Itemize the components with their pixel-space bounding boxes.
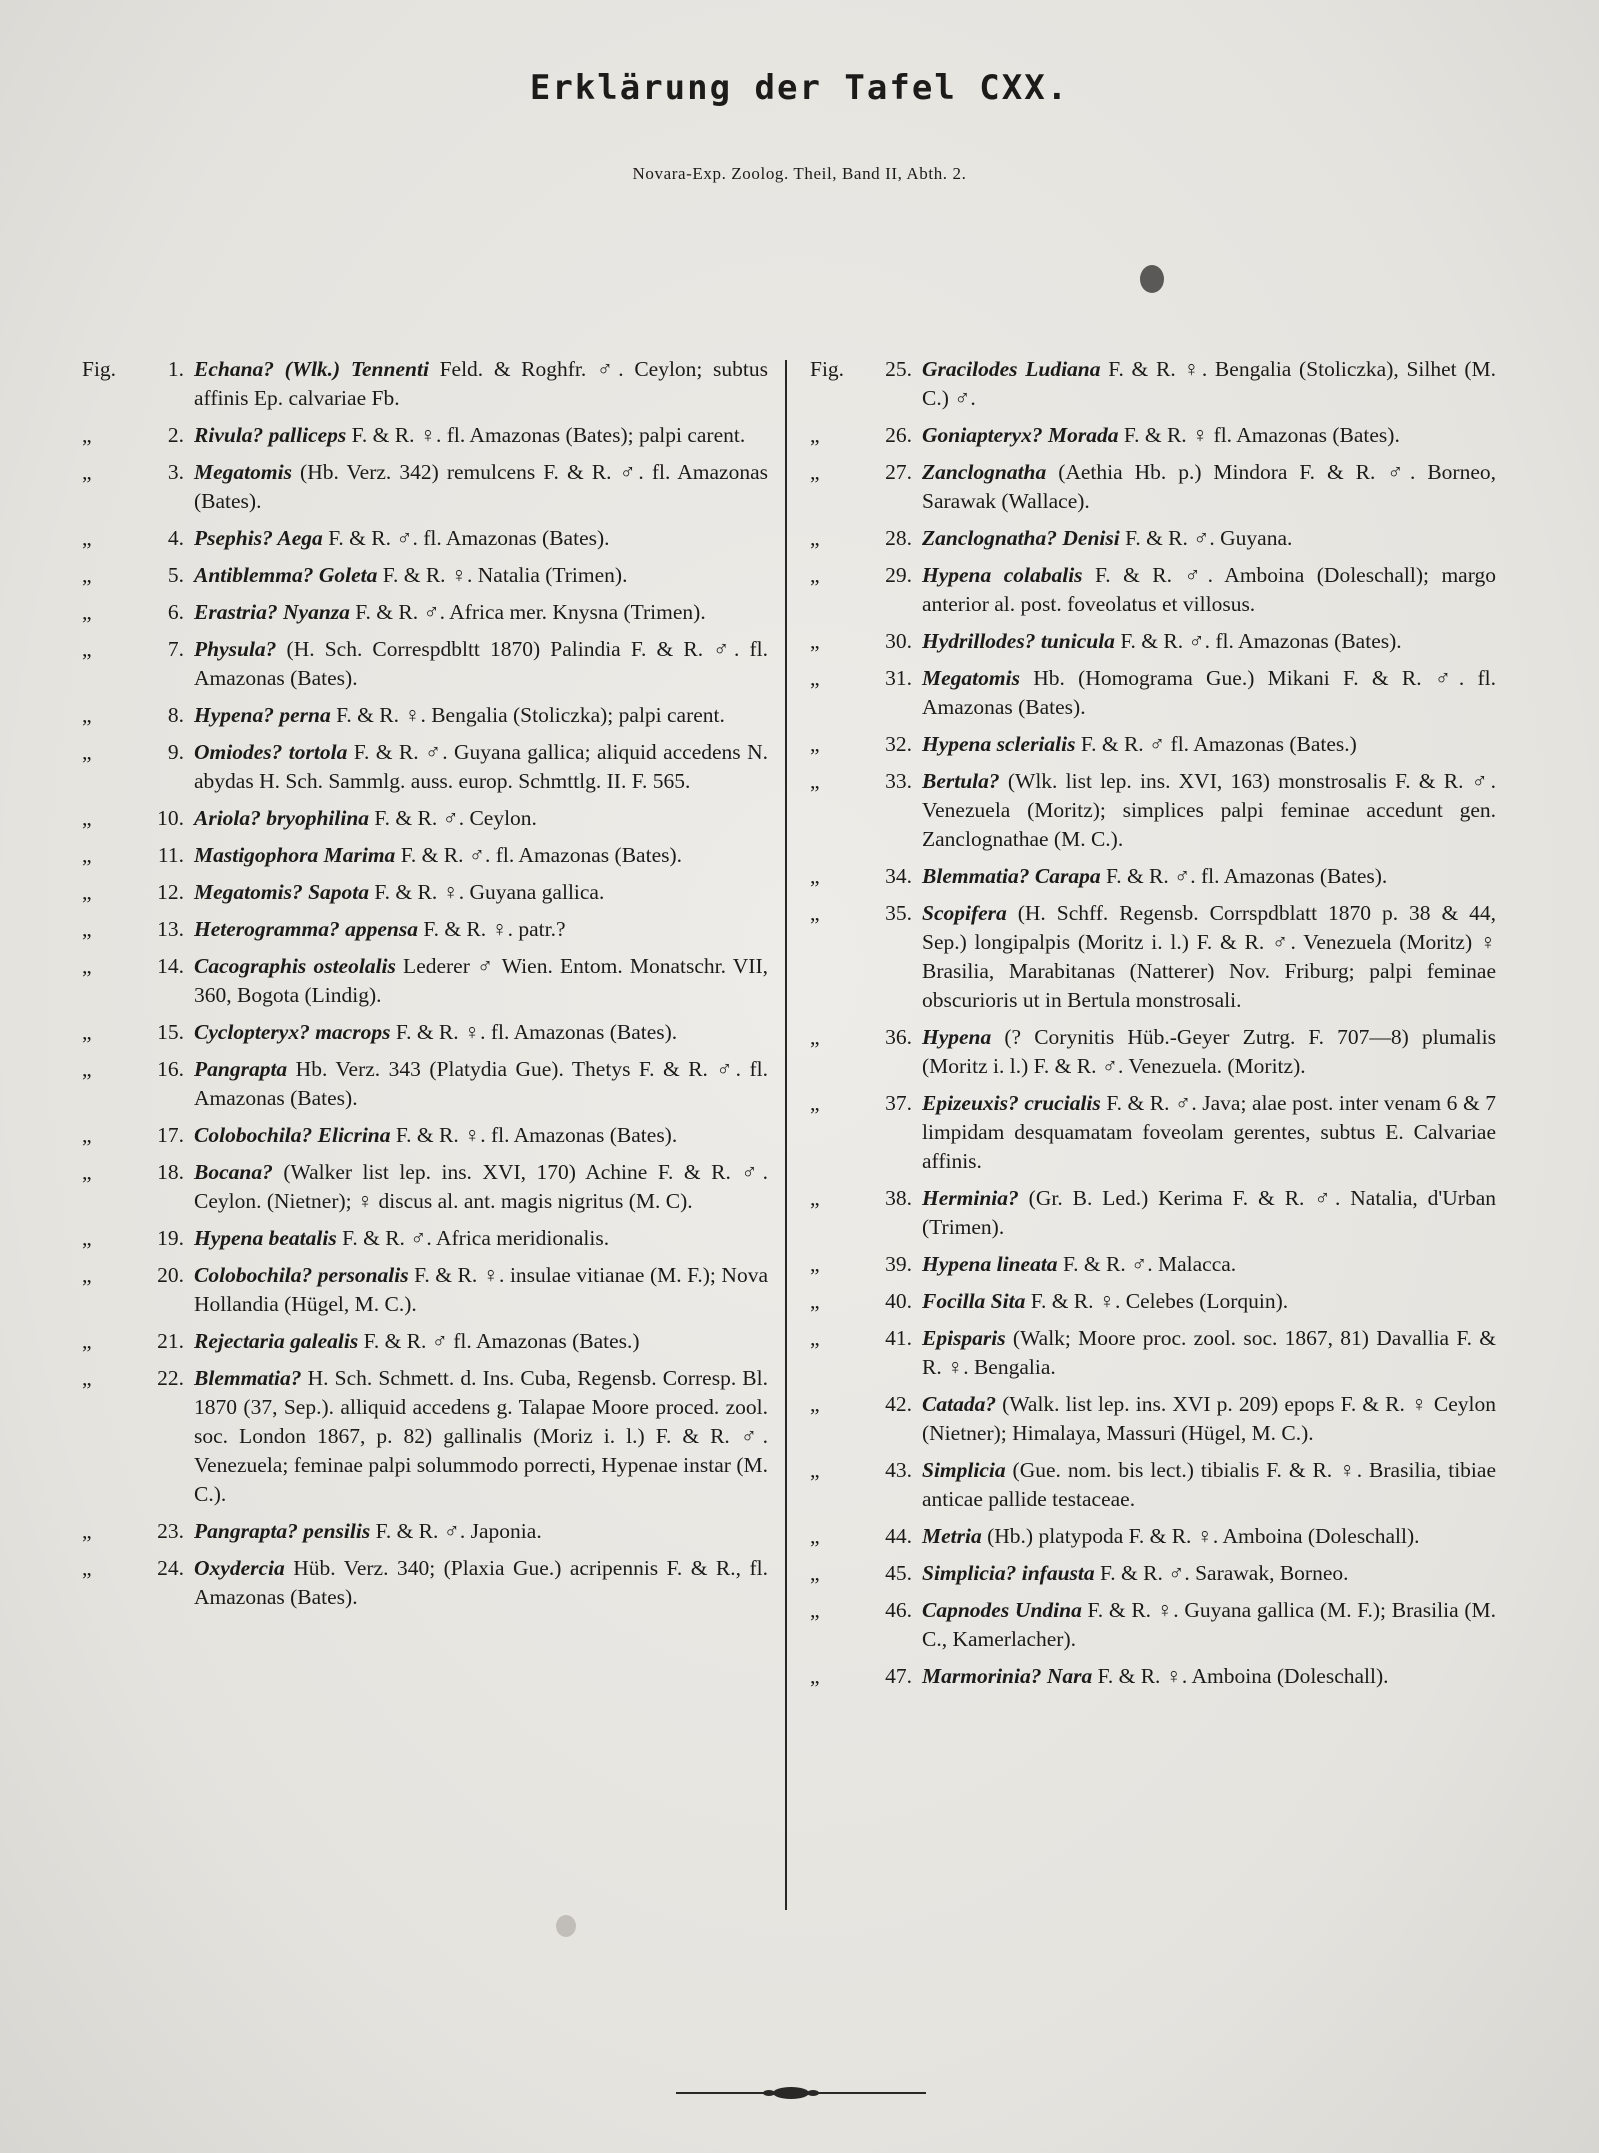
entry-description: F. & R. ♀. Bengalia (Stoliczka), Silhet (M. C.) ♂. [922, 357, 1496, 410]
species-name: Gracilodes Ludiana [922, 357, 1101, 381]
entry-number: 23. [157, 1519, 184, 1543]
entry-number: 30. [885, 629, 912, 653]
entry-text [922, 1559, 1496, 1588]
entry-number: 25. [885, 357, 912, 381]
entry-mark: „ [82, 1123, 92, 1147]
species-name: Capnodes Undina [922, 1598, 1082, 1622]
species-name: Metria [922, 1524, 982, 1548]
entry-text [194, 1327, 768, 1356]
entry-number: 44. [885, 1524, 912, 1548]
legend-entry [82, 635, 768, 693]
entry-number: 34. [885, 864, 912, 888]
entry-description: F. & R. ♀. insulae vitianae (M. F.); Nova Hollandia (Hügel, M. C.). [194, 1263, 768, 1316]
legend-entry [82, 1554, 768, 1612]
entry-number: 12. [157, 880, 184, 904]
legend-entry [810, 1250, 1496, 1279]
entry-text [194, 1055, 768, 1113]
entry-text [194, 1224, 768, 1253]
legend-entry [82, 1517, 768, 1546]
legend-entry [82, 598, 768, 627]
entry-mark: „ [810, 1561, 820, 1585]
entry-description: F. & R. ♀ fl. Amazonas (Bates). [1118, 423, 1400, 447]
entry-mark: „ [810, 732, 820, 756]
entry-description: Lederer ♂ Wien. Entom. Monatschr. VII, 360, Bogota (Lindig). [194, 954, 768, 1007]
entry-mark: „ [82, 1057, 92, 1081]
entry-description: (Walk; Moore proc. zool. soc. 1867, 81) Davallia F. & R. ♀. Bengalia. [922, 1326, 1496, 1379]
entry-mark: „ [82, 1556, 92, 1580]
entry-text [194, 878, 768, 907]
entry-number: 3. [167, 460, 184, 484]
entry-mark: „ [82, 917, 92, 941]
legend-entry [810, 862, 1496, 891]
entry-description: H. Sch. Schmett. d. Ins. Cuba, Regensb. Corresp. Bl. 1870 (37, Sep.). alliquid accedens g. Talapae Moore proced. zool. soc. London 1867, p. 82) gallinalis (Moriz i. l.) F. & R. ♂. Venezuela; feminae palpi solummodo porrecti, Hypenae instar (M. C.). [194, 1366, 768, 1506]
entry-mark: „ [810, 1524, 820, 1548]
entry-description: F. & R. ♂. fl. Amazonas (Bates). [1114, 629, 1402, 653]
entry-mark: „ [82, 880, 92, 904]
entry-mark: „ [82, 703, 92, 727]
entry-text [194, 701, 768, 730]
entry-description: F. & R. ♀. Guyana gallica. [369, 880, 605, 904]
entry-description: F. & R. ♂. Sarawak, Borneo. [1094, 1561, 1349, 1585]
ink-spot [1140, 265, 1164, 293]
entry-number: 33. [885, 769, 912, 793]
legend-entry [82, 524, 768, 553]
entry-mark: „ [810, 1458, 820, 1482]
species-name: Simplicia? infausta [922, 1561, 1095, 1585]
species-name: Marmorinia? Nara [922, 1664, 1093, 1688]
entry-text [194, 915, 768, 944]
entry-description: (Walk. list lep. ins. XVI p. 209) epops F. & R. ♀ Ceylon (Nietner); Himalaya, Massuri (Hügel, M. C.). [922, 1392, 1496, 1445]
entry-mark: „ [810, 1025, 820, 1049]
page-title: Erklärung der Tafel CXX. [529, 68, 1070, 108]
species-name: Erastria? Nyanza [194, 600, 350, 624]
species-name: Antiblemma? Goleta [194, 563, 378, 587]
entry-mark: „ [810, 1091, 820, 1115]
species-name: Goniapteryx? Morada [922, 423, 1119, 447]
entry-mark: „ [810, 1326, 820, 1350]
entry-text [194, 1158, 768, 1216]
entry-text [922, 1184, 1496, 1242]
entry-description: F. & R. ♀. fl. Amazonas (Bates). [390, 1020, 678, 1044]
entry-text [922, 561, 1496, 619]
entry-mark: „ [82, 954, 92, 978]
species-name: Blemmatia? [194, 1366, 302, 1390]
entry-text [194, 952, 768, 1010]
entry-mark: „ [810, 901, 820, 925]
entry-mark: „ [82, 526, 92, 550]
entry-text [194, 355, 768, 413]
column-divider [785, 360, 787, 1910]
entry-mark: „ [810, 563, 820, 587]
legend-entry [810, 1089, 1496, 1176]
species-name: Bocana? [194, 1160, 273, 1184]
entry-number: 6. [167, 600, 184, 624]
entry-text [922, 1522, 1496, 1551]
entry-number: 35. [885, 901, 912, 925]
entry-number: 42. [885, 1392, 912, 1416]
entry-number: 29. [885, 563, 912, 587]
entry-number: 45. [885, 1561, 912, 1585]
entry-text [922, 1662, 1496, 1691]
entry-text [922, 458, 1496, 516]
legend-entry [810, 1456, 1496, 1514]
entry-mark: „ [810, 423, 820, 447]
entry-mark: „ [810, 629, 820, 653]
entry-mark: „ [810, 769, 820, 793]
species-name: Scopifera [922, 901, 1007, 925]
entry-description: F. & R. ♀. fl. Amazonas (Bates). [390, 1123, 678, 1147]
entry-description: F. & R. ♂ fl. Amazonas (Bates.) [1075, 732, 1357, 756]
legend-entry [82, 701, 768, 730]
legend-entry [82, 915, 768, 944]
species-name: Hypena beatalis [194, 1226, 337, 1250]
entry-description: F. & R. ♀. Amboina (Doleschall). [1092, 1664, 1389, 1688]
entry-number: 43. [885, 1458, 912, 1482]
entry-text [922, 1023, 1496, 1081]
species-name: Hypena colabalis [922, 563, 1083, 587]
entry-text [922, 1089, 1496, 1176]
entry-number: 16. [157, 1057, 184, 1081]
entry-description: F. & R. ♀. Guyana gallica (M. F.); Brasilia (M. C., Kamerlacher). [922, 1598, 1496, 1651]
legend-entry [82, 1018, 768, 1047]
entry-description: F. & R. ♂. Malacca. [1057, 1252, 1237, 1276]
species-name: Physula? [194, 637, 277, 661]
species-name: Cyclopteryx? macrops [194, 1020, 391, 1044]
species-name: Mastigophora Marima [194, 843, 396, 867]
entry-text [194, 804, 768, 833]
legend-entry [82, 1055, 768, 1113]
entry-mark: Fig. [810, 357, 845, 381]
entry-text [922, 862, 1496, 891]
entry-mark: „ [82, 563, 92, 587]
species-name: Blemmatia? Carapa [922, 864, 1101, 888]
right-column [810, 355, 1496, 1699]
entry-mark: „ [82, 1160, 92, 1184]
entry-description: Hb. Verz. 343 (Platydia Gue). Thetys F. & R. ♂. fl. Amazonas (Bates). [194, 1057, 768, 1110]
entry-text [194, 561, 768, 590]
entry-text [922, 1324, 1496, 1382]
legend-entry [810, 664, 1496, 722]
entry-mark: „ [82, 1366, 92, 1390]
entry-number: 13. [157, 917, 184, 941]
entry-number: 41. [885, 1326, 912, 1350]
entry-mark: „ [82, 637, 92, 661]
legend-entry [810, 421, 1496, 450]
species-name: Ariola? bryophilina [194, 806, 370, 830]
species-name: Megatomis? Sapota [194, 880, 370, 904]
species-name: Hydrillodes? tunicula [922, 629, 1115, 653]
entry-text [194, 738, 768, 796]
entry-number: 32. [885, 732, 912, 756]
entry-number: 28. [885, 526, 912, 550]
entry-description: (H. Schff. Regensb. Corrspdblatt 1870 p. 38 & 44, Sep.) longipalpis (Moritz i. l.) F. & R. ♂. Venezuela (Moritz) ♀ Brasilia, Marabitanas (Natterer) Nov. Friburg; palpi feminae obscurioris ut in Bertula monstrosali. [922, 901, 1496, 1012]
entry-text [194, 1364, 768, 1509]
entry-text [194, 841, 768, 870]
entry-text [922, 1390, 1496, 1448]
entry-mark: „ [810, 1392, 820, 1416]
species-name: Zanclognatha? Denisi [922, 526, 1120, 550]
entry-number: 15. [157, 1020, 184, 1044]
legend-entry [82, 738, 768, 796]
legend-entry [810, 1662, 1496, 1691]
entry-mark: „ [810, 1598, 820, 1622]
entry-number: 10. [157, 806, 184, 830]
entry-mark: „ [82, 1020, 92, 1044]
entry-mark: „ [810, 460, 820, 484]
entry-text [194, 635, 768, 693]
entry-description: Feld. & Roghfr. ♂. Ceylon; subtus affinis Ep. calvariae Fb. [194, 357, 768, 410]
legend-entry [82, 878, 768, 907]
species-name: Herminia? [922, 1186, 1019, 1210]
species-name: Episparis [922, 1326, 1006, 1350]
entry-text [922, 524, 1496, 553]
species-name: Echana? (Wlk.) Tennenti [194, 357, 429, 381]
entry-number: 11. [157, 843, 184, 867]
entry-number: 14. [157, 954, 184, 978]
entry-number: 24. [157, 1556, 184, 1580]
entry-description: Hüb. Verz. 340; (Plaxia Gue.) acripennis F. & R., fl. Amazonas (Bates). [194, 1556, 768, 1609]
species-name: Oxydercia [194, 1556, 285, 1580]
legend-entry [810, 458, 1496, 516]
entry-description: F. & R. ♀. fl. Amazonas (Bates); palpi carent. [346, 423, 746, 447]
legend-entry [810, 524, 1496, 553]
legend-entry [810, 1390, 1496, 1448]
species-name: Omiodes? tortola [194, 740, 348, 764]
entry-mark: „ [82, 1519, 92, 1543]
entry-mark: „ [82, 423, 92, 447]
entry-text [922, 627, 1496, 656]
entry-text [194, 524, 768, 553]
entry-number: 47. [885, 1664, 912, 1688]
entry-number: 2. [167, 423, 184, 447]
species-name: Catada? [922, 1392, 997, 1416]
entry-text [194, 1121, 768, 1150]
entry-description: F. & R. ♂. Java; alae post. inter venam 6 & 7 limpidam desquamatam foveolam gerentes, subtus E. Calvariae affinis. [922, 1091, 1497, 1173]
species-name: Colobochila? Elicrina [194, 1123, 391, 1147]
legend-entry [810, 767, 1496, 854]
legend-entry [82, 421, 768, 450]
legend-entry [810, 1184, 1496, 1242]
entry-text [194, 458, 768, 516]
legend-entry [82, 804, 768, 833]
entry-mark: „ [82, 806, 92, 830]
entry-text [194, 1261, 768, 1319]
entry-number: 22. [157, 1366, 184, 1390]
entry-mark: Fig. [82, 357, 117, 381]
species-name: Focilla Sita [922, 1289, 1026, 1313]
legend-entry [810, 1287, 1496, 1316]
entry-number: 40. [885, 1289, 912, 1313]
entry-number: 8. [167, 703, 184, 727]
entry-description: (Wlk. list lep. ins. XVI, 163) monstrosalis F. & R. ♂. Venezuela (Moritz); simplices palpi feminae accedunt gen. Zanclognathae (M. C.). [922, 769, 1496, 851]
entry-number: 18. [157, 1160, 184, 1184]
entry-text [922, 1596, 1496, 1654]
entry-number: 31. [885, 666, 912, 690]
entry-number: 46. [885, 1598, 912, 1622]
entry-description: F. & R. ♂. fl. Amazonas (Bates). [322, 526, 610, 550]
legend-entry [82, 355, 768, 413]
species-name: Rivula? palliceps [194, 423, 347, 447]
species-name: Heterogramma? appensa [194, 917, 418, 941]
entry-description: (? Corynitis Hüb.-Geyer Zutrg. F. 707—8) plumalis (Moritz i. l.) F. & R. ♂. Venezuela. (Moritz). [922, 1025, 1496, 1078]
entry-description: (Walker list lep. ins. XVI, 170) Achine F. & R. ♂. Ceylon. (Nietner); ♀ discus al. ant. magis nigritus (M. C). [194, 1160, 768, 1213]
entry-mark: „ [810, 1252, 820, 1276]
species-name: Megatomis [194, 460, 292, 484]
species-name: Hypena? perna [194, 703, 331, 727]
entry-text [922, 664, 1496, 722]
entry-text [194, 598, 768, 627]
legend-entry [810, 1596, 1496, 1654]
entry-number: 21. [157, 1329, 184, 1353]
entry-description: F. & R. ♂. Guyana. [1119, 526, 1293, 550]
entry-mark: „ [810, 526, 820, 550]
legend-entry [810, 355, 1496, 413]
legend-entry [82, 458, 768, 516]
entry-description: F. & R. ♂. Amboina (Doleschall); margo anterior al. post. foveolatus et villosus. [922, 563, 1496, 616]
entry-description: F. & R. ♀. Natalia (Trimen). [377, 563, 628, 587]
entry-text [194, 1554, 768, 1612]
legend-entry [810, 561, 1496, 619]
entry-mark: „ [82, 740, 92, 764]
entry-number: 39. [885, 1252, 912, 1276]
legend-entry [82, 1364, 768, 1509]
entry-mark: „ [810, 666, 820, 690]
legend-entry [82, 561, 768, 590]
species-name: Hypena sclerialis [922, 732, 1076, 756]
entry-number: 17. [157, 1123, 184, 1147]
legend-entry [82, 1158, 768, 1216]
legend-entry [810, 1559, 1496, 1588]
species-name: Colobochila? personalis [194, 1263, 409, 1287]
entry-number: 37. [885, 1091, 912, 1115]
entry-description: (H. Sch. Correspdbltt 1870) Palindia F. & R. ♂. fl. Amazonas (Bates). [194, 637, 768, 690]
legend-entry [82, 1224, 768, 1253]
legend-entry [82, 1261, 768, 1319]
species-name: Pangrapta [194, 1057, 288, 1081]
page-subtitle: Novara-Exp. Zoolog. Theil, Band II, Abth. 2. [632, 164, 967, 183]
entry-number: 20. [157, 1263, 184, 1287]
entry-mark: „ [82, 1263, 92, 1287]
entry-mark: „ [810, 1664, 820, 1688]
legend-entry [82, 841, 768, 870]
entry-number: 5. [167, 563, 184, 587]
entry-text [922, 1456, 1496, 1514]
entry-text [922, 421, 1496, 450]
legend-entry [82, 1121, 768, 1150]
entry-text [922, 899, 1496, 1015]
entry-mark: „ [82, 1329, 92, 1353]
legend-entry [82, 1327, 768, 1356]
entry-mark: „ [82, 460, 92, 484]
entry-text [922, 1250, 1496, 1279]
entry-mark: „ [82, 600, 92, 624]
species-name: Simplicia [922, 1458, 1006, 1482]
ornament-divider [676, 2078, 926, 2108]
legend-entry [810, 627, 1496, 656]
species-name: Hypena lineata [922, 1252, 1058, 1276]
species-name: Bertula? [922, 769, 1000, 793]
entry-text [922, 767, 1496, 854]
entry-description: F. & R. ♂. Ceylon. [369, 806, 537, 830]
entry-description: F. & R. ♂. Africa mer. Knysna (Trimen). [349, 600, 706, 624]
entry-description: (Hb.) platypoda F. & R. ♀. Amboina (Doleschall). [981, 1524, 1420, 1548]
entry-description: F. & R. ♂ fl. Amazonas (Bates.) [358, 1329, 640, 1353]
entry-description: F. & R. ♂. fl. Amazonas (Bates). [395, 843, 683, 867]
entry-mark: „ [82, 1226, 92, 1250]
species-name: Epizeuxis? crucialis [922, 1091, 1101, 1115]
species-name: Zanclognatha [922, 460, 1047, 484]
entry-description: F. & R. ♂. Africa meridionalis. [336, 1226, 610, 1250]
entry-mark: „ [810, 1289, 820, 1313]
entry-description: F. & R. ♂. Guyana gallica; aliquid accedens N. abydas H. Sch. Sammlg. auss. europ. Schmttlg. II. F. 565. [194, 740, 768, 793]
entry-number: 7. [167, 637, 184, 661]
entry-text [922, 1287, 1496, 1316]
entry-description: (Gr. B. Led.) Kerima F. & R. ♂. Natalia, d'Urban (Trimen). [922, 1186, 1496, 1239]
entry-description: (Hb. Verz. 342) remulcens F. & R. ♂. fl. Amazonas (Bates). [194, 460, 768, 513]
species-name: Hypena [922, 1025, 992, 1049]
entry-mark: „ [82, 843, 92, 867]
entry-text [194, 421, 768, 450]
entry-description: F. & R. ♀. Celebes (Lorquin). [1025, 1289, 1289, 1313]
entry-description: (Gue. nom. bis lect.) tibialis F. & R. ♀. Brasilia, tibiae anticae pallide testaceae. [922, 1458, 1496, 1511]
entry-mark: „ [810, 1186, 820, 1210]
entry-text [194, 1018, 768, 1047]
entry-text [922, 730, 1496, 759]
entry-number: 36. [885, 1025, 912, 1049]
entry-description: F. & R. ♂. fl. Amazonas (Bates). [1100, 864, 1388, 888]
species-name: Rejectaria galealis [194, 1329, 359, 1353]
legend-entry [810, 730, 1496, 759]
entry-text [194, 1517, 768, 1546]
species-name: Pangrapta? pensilis [194, 1519, 371, 1543]
entry-number: 9. [167, 740, 184, 764]
entry-number: 19. [157, 1226, 184, 1250]
entry-description: F. & R. ♀. patr.? [417, 917, 566, 941]
species-name: Megatomis [922, 666, 1020, 690]
legend-entry [810, 1324, 1496, 1382]
left-column [82, 355, 768, 1620]
entry-description: F. & R. ♀. Bengalia (Stoliczka); palpi carent. [330, 703, 725, 727]
legend-entry [810, 1023, 1496, 1081]
legend-entry [82, 952, 768, 1010]
entry-mark: „ [810, 864, 820, 888]
entry-number: 27. [885, 460, 912, 484]
ink-spot [556, 1915, 576, 1937]
species-name: Cacographis osteolalis [194, 954, 396, 978]
entry-description: (Aethia Hb. p.) Mindora F. & R. ♂. Borneo, Sarawak (Wallace). [922, 460, 1496, 513]
entry-number: 26. [885, 423, 912, 447]
legend-entry [810, 1522, 1496, 1551]
entry-number: 38. [885, 1186, 912, 1210]
entry-description: F. & R. ♂. Japonia. [370, 1519, 542, 1543]
legend-entry [810, 899, 1496, 1015]
entry-text [922, 355, 1496, 413]
species-name: Psephis? Aega [194, 526, 323, 550]
entry-number: 1. [167, 357, 184, 381]
entry-number: 4. [167, 526, 184, 550]
entry-description: Hb. (Homograma Gue.) Mikani F. & R. ♂. fl. Amazonas (Bates). [922, 666, 1496, 719]
